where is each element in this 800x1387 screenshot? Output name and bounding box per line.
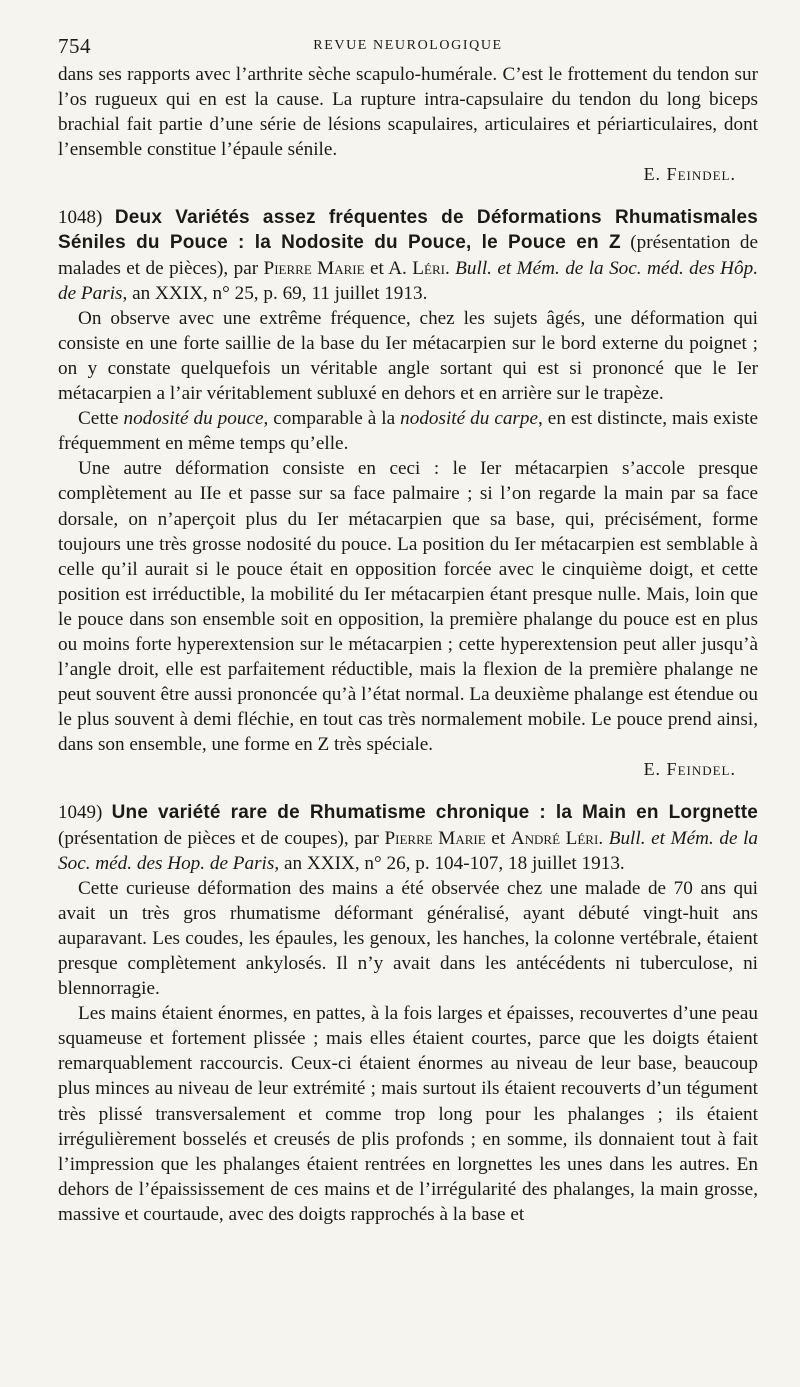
- journal-title: REVUE NEUROLOGIQUE: [313, 38, 503, 53]
- abstract-title: Une variété rare de Rhumatisme chronique : la Main en Lorgnette: [111, 802, 758, 824]
- reference-text: (présentation de malades et de pièces), par: [58, 232, 758, 279]
- paragraph: [58, 406, 758, 456]
- text-run: , comparable à la: [263, 408, 401, 430]
- author-name: Pierre Marie: [263, 257, 365, 279]
- paragraph: Une autre déformation consiste en ceci : le Ier métacarpien s’accole presque complètement au IIe et passe sur sa face palmaire ; si l’on regarde la main par sa face dorsale, on n’aperçoit plus du Ier métacarpien que sa base, qui, précisément, forme toujours une très grosse nodosité du pouce. La position du Ier métacarpien est semblable à celle qu’il aurait si le pouce était en opposition forcée avec le cinquième doigt, et cette position est irréductible, la mobilité du Ier métacarpien étant presque nulle. Mais, loin que le pouce dans son ensemble soit en opposition, la première phalange du pouce est en plus ou moins forte hyperextension sur le métacarpien ; cette hyperextension peut aller jusqu’à l’angle droit, elle est parfaitement réductible, mais la flexion de la première phalange ne peut souvent être aussi prononcée qu’à l’état normal. La deuxième phalange est étendue ou le plus souvent à demi fléchie, en tout cas très normalement mobile. Le pouce prend ainsi, dans son ensemble, une forme en Z très spéciale.: [58, 458, 758, 756]
- author-name: André Léri: [510, 827, 599, 849]
- running-head: [58, 0, 758, 62]
- reference-text: , an XXIX, n° 26, p. 104-107, 18 juillet 1913.: [274, 852, 625, 874]
- author-signature: E. Feindel.: [643, 759, 736, 780]
- paragraph: Cette curieuse déformation des mains a été observée chez une malade de 70 ans qui avait un très gros rhumatisme déformant généralisé, ayant débuté vingt-huit ans auparavant. Les coudes, les épaules, les genoux, les hanches, la colonne vertébrale, étaient presque complètement ankylosés. Il n’y avait dans les antécédents ni tuberculose, ni blennorragie.: [58, 877, 758, 1000]
- text-run: , en est distincte, mais existe fréquemment en même temps qu’elle.: [58, 408, 758, 455]
- previous-abstract-end: [58, 62, 758, 187]
- reference-text: .: [444, 257, 456, 279]
- text-run: Cette: [78, 408, 124, 430]
- page-number: 754: [58, 34, 91, 58]
- abstract-heading: [58, 205, 758, 305]
- journal-name: Bull. et Mém. de la Soc. méd. des Hop. de Paris: [58, 827, 759, 874]
- author-name: Pierre Marie: [384, 827, 486, 849]
- reference-text: (présentation de pièces et de coupes), par: [58, 827, 385, 849]
- abstract-1049: [58, 800, 758, 1227]
- paragraph: On observe avec une extrême fréquence, chez les sujets âgés, une déformation qui consiste en une forte saillie de la base du Ier métacarpien sur le bord externe du poignet ; on y constate quelquefois un véritable angle sortant qui est si prononcé que le Ier métacarpien a l’air véritablement subluxé en dehors et en arrière sur le trapèze.: [58, 307, 758, 405]
- reference-text: .: [598, 827, 609, 849]
- italic-term: nodosité du pouce: [123, 408, 264, 430]
- reference-text: et: [485, 827, 511, 849]
- abstract-heading: [58, 800, 758, 875]
- abstract-number: 1049): [58, 802, 103, 824]
- author-signature: E. Feindel.: [643, 164, 736, 185]
- abstract-number: 1048): [58, 207, 103, 229]
- reference-text: et A.: [364, 257, 413, 279]
- italic-term: nodosité du carpe: [400, 408, 539, 430]
- paragraph: Les mains étaient énormes, en pattes, à la fois larges et épaisses, recouvertes d’une peau squameuse et fortement plissée ; mais elles étaient courtes, parce que les doigts étaient remarquablement raccourcis. Ceux-ci étaient énormes au niveau de leur base, beaucoup plus minces au niveau de leur extrémité ; mais surtout ils étaient recouverts d’un tégument très plissé transversalement et comme trop long pour les phalanges ; ils étaient irrégulièrement bosselés et creusés de plis profonds ; en somme, ils donnaient tout à fait l’impression que les phalanges étaient rentrées en lorgnettes les unes dans les autres. En dehors de l’épaississement de ces mains et de l’irrégularité des phalanges, la main grosse, massive et courtaude, avec des doigts rapprochés à la base et: [58, 1003, 758, 1225]
- paragraph: dans ses rapports avec l’arthrite sèche scapulo-humérale. C’est le frottement du tendon sur l’os rugueux qui en est la cause. La rupture intra-capsulaire du tendon du long biceps brachial fait partie d’une série de lésions scapulaires, articulaires et périarticulaires, dont l’ensemble constitue l’épaule sénile.: [58, 64, 758, 161]
- reference-text: , an XXIX, n° 25, p. 69, 11 juillet 1913.: [122, 282, 428, 304]
- abstract-title: Deux Variétés assez fréquentes de Déformations Rhumatismales Séniles du Pouce : la Nodosite du Pouce, le Pouce en Z: [58, 207, 758, 254]
- abstract-1048: [58, 205, 758, 782]
- journal-name: Bull. et Mém. de la Soc. méd. des Hôp. de Paris: [58, 257, 758, 304]
- author-name: Léri: [412, 257, 445, 279]
